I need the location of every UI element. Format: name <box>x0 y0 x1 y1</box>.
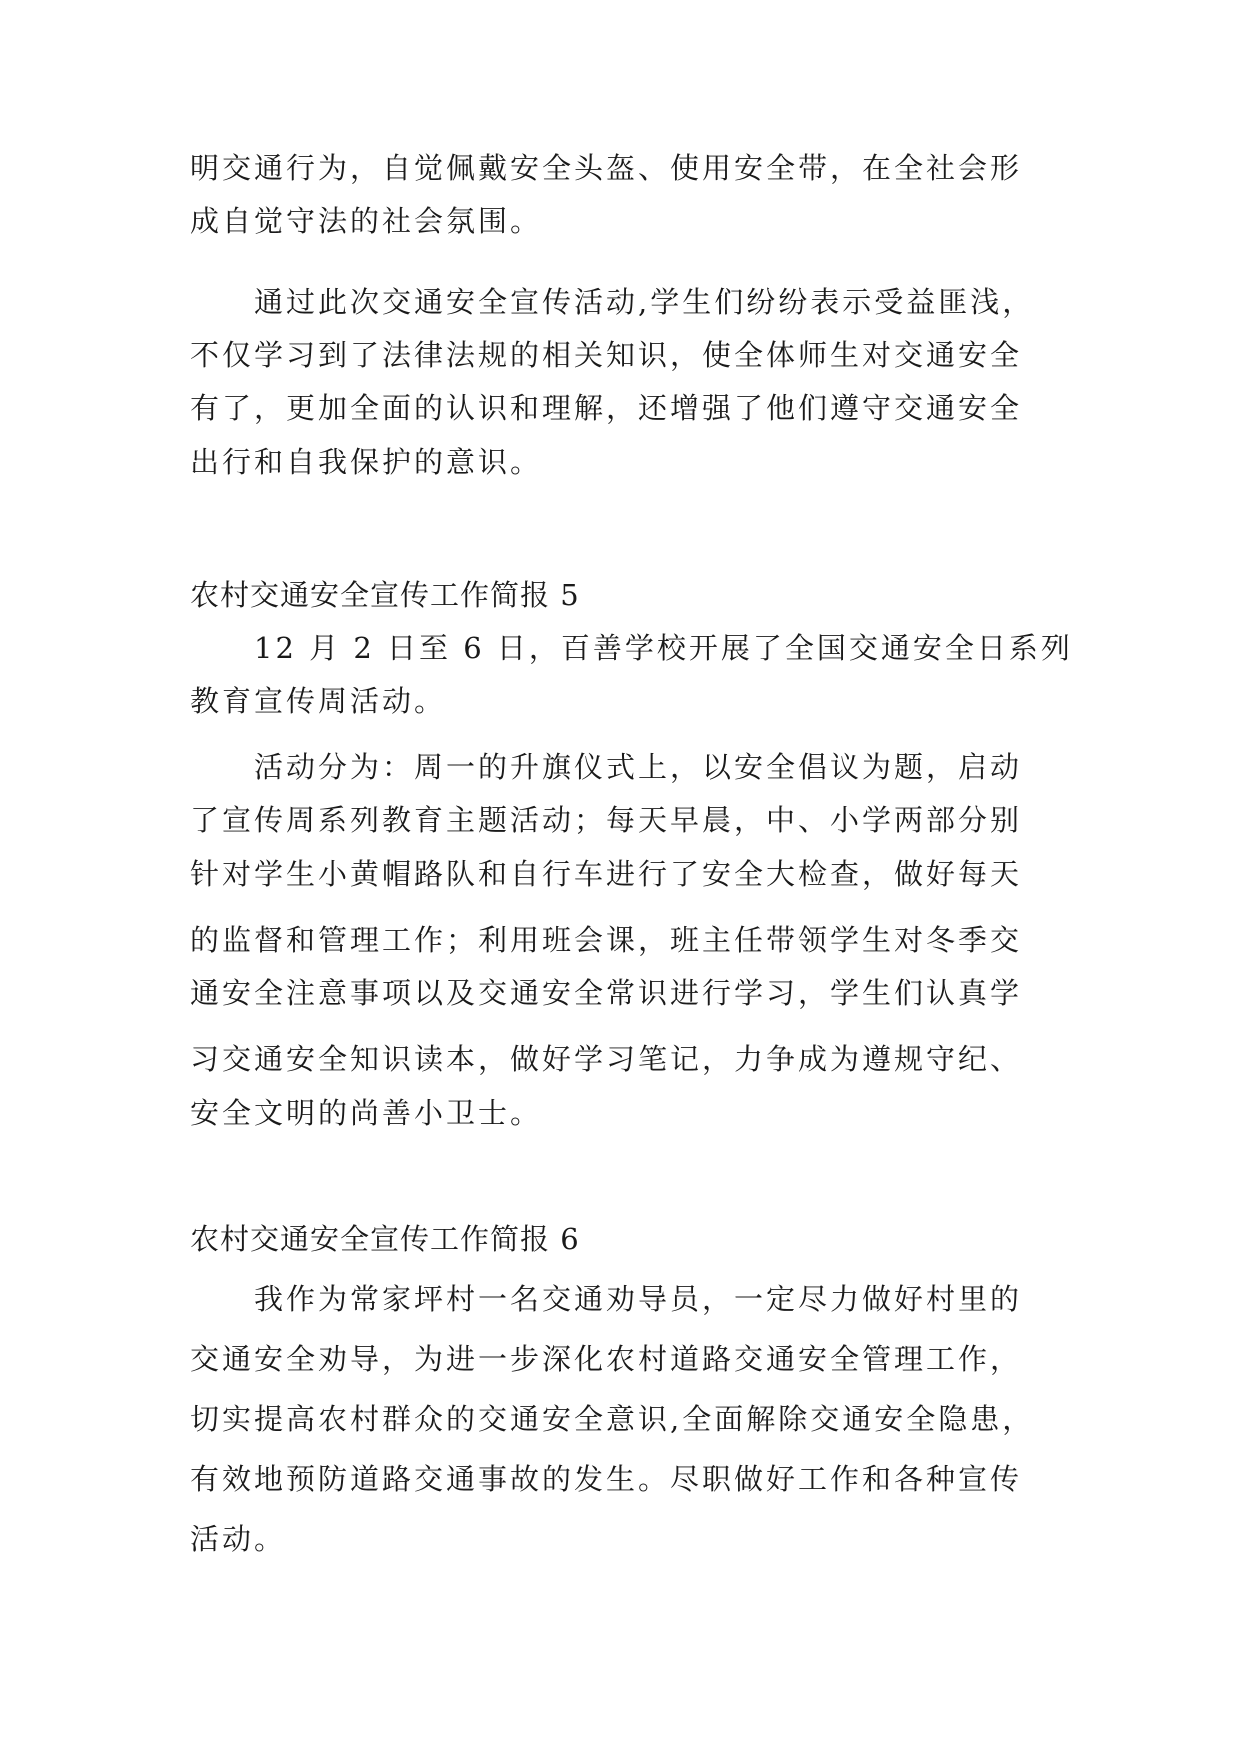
paragraph-line: 有了，更加全面的认识和理解，还增强了他们遵守交通安全 <box>190 391 1023 425</box>
paragraph-line: 交通安全劝导，为进一步深化农村道路交通安全管理工作， <box>190 1342 1023 1376</box>
paragraph-line: 通过此次交通安全宣传活动,学生们纷纷表示受益匪浅， <box>254 285 1035 319</box>
paragraph-line: 我作为常家坪村一名交通劝导员，一定尽力做好村里的 <box>254 1282 1023 1316</box>
section-title-6: 农村交通安全宣传工作简报 6 <box>190 1222 580 1256</box>
section-title-5: 农村交通安全宣传工作简报 5 <box>190 578 580 612</box>
paragraph-line: 活动。 <box>190 1522 287 1556</box>
paragraph-line: 安全文明的尚善小卫士。 <box>190 1096 543 1130</box>
paragraph-line: 出行和自我保护的意识。 <box>190 445 543 479</box>
paragraph-line: 通安全注意事项以及交通安全常识进行学习，学生们认真学 <box>190 976 1023 1010</box>
paragraph-line: 成自觉守法的社会氛围。 <box>190 204 543 238</box>
paragraph-line: 针对学生小黄帽路队和自行车进行了安全大检查，做好每天 <box>190 857 1023 891</box>
paragraph-line: 有效地预防道路交通事故的发生。尽职做好工作和各种宣传 <box>190 1462 1023 1496</box>
paragraph-line: 教育宣传周活动。 <box>190 684 447 718</box>
paragraph-line: 的监督和管理工作；利用班会课，班主任带领学生对冬季交 <box>190 923 1023 957</box>
paragraph-line: 不仅学习到了法律法规的相关知识，使全体师生对交通安全 <box>190 338 1023 372</box>
paragraph-line: 活动分为：周一的升旗仪式上，以安全倡议为题，启动 <box>254 750 1023 784</box>
paragraph-line: 习交通安全知识读本，做好学习笔记，力争成为遵规守纪、 <box>190 1042 1023 1076</box>
paragraph-line: 明交通行为，自觉佩戴安全头盔、使用安全带，在全社会形 <box>190 151 1023 185</box>
paragraph-line: 12 月 2 日至 6 日，百善学校开展了全国交通安全日系列 <box>254 631 1073 665</box>
paragraph-line: 了宣传周系列教育主题活动；每天早晨，中、小学两部分别 <box>190 803 1023 837</box>
paragraph-line: 切实提高农村群众的交通安全意识,全面解除交通安全隐患， <box>190 1402 1035 1436</box>
